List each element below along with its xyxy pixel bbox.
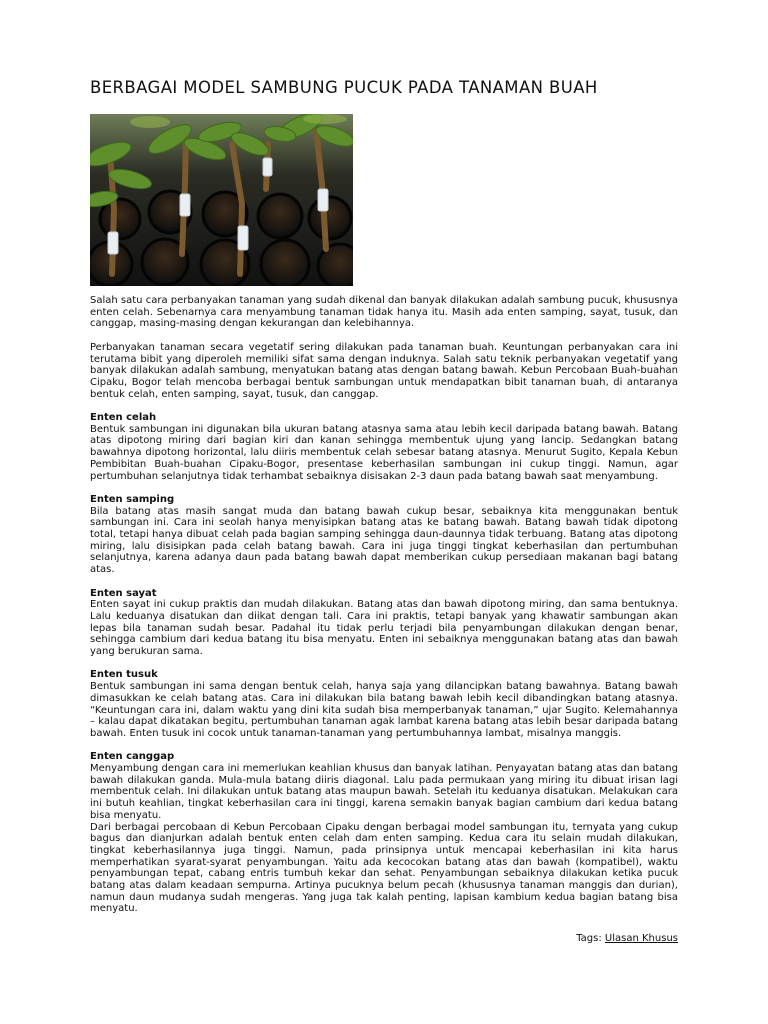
- section-text: Bila batang atas masih sangat muda dan batang bawah cukup besar, sebaiknya kita menggunakan bentuk sambungan ini. Cara ini seolah hanya menyisipkan batang atas ke batang bawah. Batang bawah tidak dipotong total, tetapi hanya dibuat celah pada bagian samping sehingga daun-daunnya tidak terbuang. Batang atas dipotong miring, lalu disisipkan pada celah batang bawah. Cara ini juga tinggi tingkat keberhasilan dan pertumbuhan selanjutnya, karena adanya daun pada batang bawah dapat memberikan cukup persediaan makanan bagi batang atas.: [90, 505, 678, 576]
- article-body: [90, 295, 678, 915]
- intro-paragraph: Perbanyakan tanaman secara vegetatif sering dilakukan pada tanaman buah. Keuntungan perbanyakan cara ini terutama bibit yang diperoleh memiliki sifat sama dengan induknya. Salah satu teknik perbanyakan vegetatif yang banyak dilakukan adalah sambung, menyatukan batang atas dengan batang bawah. Kebun Percobaan Buah-buahan Cipaku, Bogor telah mencoba berbagai bentuk sambungan untuk mendapatkan bibit tanaman buah, di antaranya bentuk celah, enten samping, sayat, tusuk, dan canggap.: [90, 341, 678, 400]
- section-heading: Enten tusuk: [90, 669, 158, 681]
- tags-line: [576, 933, 678, 944]
- grafted-seedlings-photo: [90, 114, 353, 286]
- tag-link-ulasan-khusus[interactable]: Ulasan Khusus: [604, 933, 678, 944]
- section-text: Bentuk sambungan ini sama dengan bentuk celah, hanya saja yang dilancipkan batang bawahnya. Batang bawah dimasukkan ke celah batang atas. Cara ini dilakukan bila batang bawah lebih kecil dibandingkan batang atasnya. “Keuntungan cara ini, dalam waktu yang dini kita sudah bisa memperbanyak tanaman,” ujar Sugito. Kelemahannya – kalau dapat dikatakan begitu, pertumbuhan tanaman agak lambat karena batang atas lebih besar daripada batang bawah. Enten tusuk ini cocok untuk tanaman-tanaman yang pertumbuhannya lambat, misalnya manggis.: [90, 681, 678, 739]
- section-heading: Enten samping: [90, 493, 175, 505]
- section-text: Bentuk sambungan ini digunakan bila ukuran batang atasnya sama atau lebih kecil daripada batang bawah. Batang atas dipotong miring dari bagian kiri dan kanan sehingga membentuk ujung yang lancip. Sedangkan batang bawahnya dipotong horizontal, lalu diiris membentuk celah sebesar batang atasnya. Menurut Sugito, Kepala Kebun Pembibitan Buah-buahan Cipaku-Bogor, presentase keberhasilan sambungan ini cukup tinggi. Namun, agar pertumbuhan selanjutnya tidak terhambat sebaiknya disisakan 2-3 daun pada batang bawah saat menyambung.: [90, 423, 678, 482]
- tags-label: Tags:: [576, 933, 602, 944]
- section-text: Enten sayat ini cukup praktis dan mudah dilakukan. Batang atas dan bawah dipotong miring, dan sama bentuknya. Lalu keduanya disatukan dan diikat dengan tali. Cara ini praktis, tetapi banyak yang khawatir sambungan akan lepas bila tanaman sudah besar. Padahal itu tidak perlu terjadi bila penyambungan dilakukan dengan benar, sehingga cambium dari kedua batang itu bisa menyatu. Enten ini sebaiknya menggunakan batang atas dan bawah yang berukuran sama.: [90, 599, 678, 658]
- intro-paragraph: Salah satu cara perbanyakan tanaman yang sudah dikenal dan banyak dilakukan adalah sambung pucuk, khususnya enten celah. Sebenarnya cara menyambung tanaman tidak hanya itu. Masih ada enten samping, sayat, tusuk, dan canggap, masing-masing dengan kekurangan dan kelebihannya.: [90, 295, 678, 330]
- seedling-tray-illustration: [90, 114, 353, 286]
- section-heading: Enten celah: [90, 412, 157, 423]
- section-heading: Enten canggap: [90, 751, 175, 763]
- section-heading: Enten sayat: [90, 587, 157, 599]
- closing-paragraph: Dari berbagai percobaan di Kebun Percobaan Cipaku dengan berbagai model sambungan itu, ternyata yang cukup bagus dan dianjurkan adalah bentuk enten celah dam enten samping. Kedua cara itu selain mudah dilakukan, tingkat keberhasilannya juga tinggi. Namun, pada prinsipnya untuk mencapai keberhasilan ini kita harus memperhatikan syarat-syarat penyambungan. Yaitu ada kecocokan batang atas dan bawah (kompatibel), waktu penyambungan tepat, cabang entris tumbuh kekar dan sehat. Penyambungan sebaiknya dilakukan ketika pucuk batang atas dalam keadaan sempurna. Artinya pucuknya belum pecah (khususnya tanaman manggis dan durian), namun daun mudanya sudah mengeras. Yang juga tak kalah penting, lapisan kambium kedua bagian batang bisa menyatu.: [90, 821, 678, 915]
- article-title: BERBAGAI MODEL SAMBUNG PUCUK PADA TANAMAN BUAH: [90, 78, 598, 97]
- section-text: Menyambung dengan cara ini memerlukan keahlian khusus dan banyak latihan. Penyayatan batang atas dan batang bawah dilakukan ganda. Mula-mula batang diiris diagonal. Lalu pada permukaan yang miring itu dibuat irisan lagi membentuk celah. Ini dilakukan untuk batang atas maupun bawah. Setelah itu keduanya disatukan. Melakukan cara ini butuh keahlian, tingkat keberhasilan cara ini tinggi, karena semakin banyak bagian cambium dari kedua batang bisa menyatu.: [90, 763, 678, 821]
